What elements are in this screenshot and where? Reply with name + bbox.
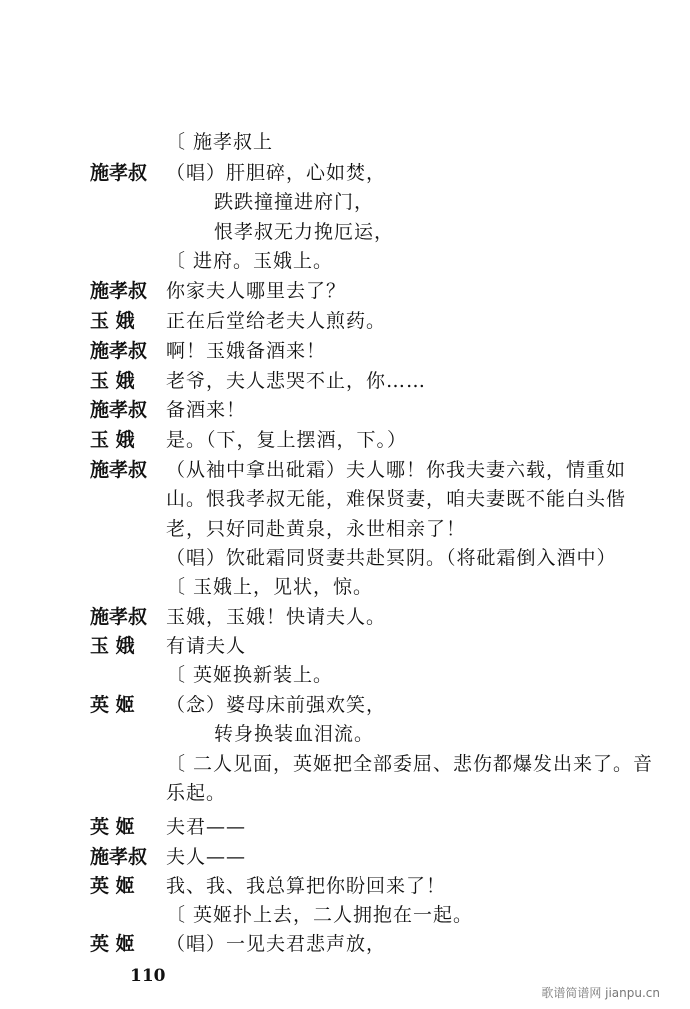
speaker-label: 施孝叔 xyxy=(90,846,148,868)
script-line: 乐起。 xyxy=(166,782,227,804)
speaker-label: 英 姬 xyxy=(90,694,135,716)
speaker-label: 施孝叔 xyxy=(90,280,148,302)
script-line: 老，只好同赴黄泉，永世相亲了！ xyxy=(166,518,467,540)
script-line: 〔 施孝叔上 xyxy=(166,131,274,153)
script-line: 跌跌撞撞进府门， xyxy=(214,191,375,213)
speaker-label: 英 姬 xyxy=(90,875,135,897)
script-line: 〔 英姬换新装上。 xyxy=(166,664,334,686)
script-line: 夫君—— xyxy=(166,816,247,838)
speaker-label: 玉 娥 xyxy=(90,370,135,392)
script-line: （唱）肝胆碎，心如焚， xyxy=(166,162,387,184)
script-line: （念）婆母床前强欢笑， xyxy=(166,694,387,716)
script-line: 是。（下，复上摆酒，下。） xyxy=(166,429,408,451)
speaker-label: 施孝叔 xyxy=(90,340,148,362)
script-line: 〔 二人见面，英姬把全部委屈、悲伤都爆发出来了。音 xyxy=(166,753,654,775)
speaker-label: 英 姬 xyxy=(90,816,135,838)
script-line: 正在后堂给老夫人煎药。 xyxy=(166,310,387,332)
script-line: 玉娥，玉娥！快请夫人。 xyxy=(166,606,387,628)
script-line: 夫人—— xyxy=(166,846,247,868)
script-line: 山。恨我孝叔无能，难保贤妻，咱夫妻既不能白头偕 xyxy=(166,488,627,510)
speaker-label: 玉 娥 xyxy=(90,429,135,451)
script-line: 老爷，夫人悲哭不止，你…… xyxy=(166,370,427,392)
script-line: 转身换装血泪流。 xyxy=(214,723,375,745)
script-line: 〔 进府。玉娥上。 xyxy=(166,250,334,272)
script-line: 有请夫人 xyxy=(166,635,247,657)
speaker-label: 施孝叔 xyxy=(90,459,148,481)
speaker-label: 玉 娥 xyxy=(90,635,135,657)
script-line: 备酒来！ xyxy=(166,399,247,421)
script-line: 〔 玉娥上，见状，惊。 xyxy=(166,576,374,598)
script-line: 你家夫人哪里去了？ xyxy=(166,280,347,302)
script-line: （唱）一见夫君悲声放， xyxy=(166,933,387,955)
page-number: 110 xyxy=(130,966,166,986)
watermark: 歌谱简谱网 jianpu.cn xyxy=(541,986,660,1000)
script-line: 我、我、我总算把你盼回来了！ xyxy=(166,875,447,897)
speaker-label: 玉 娥 xyxy=(90,310,135,332)
script-line: （从袖中拿出砒霜）夫人哪！你我夫妻六载，情重如 xyxy=(166,459,627,481)
script-line: 恨孝叔无力挽厄运， xyxy=(214,221,395,243)
speaker-label: 英 姬 xyxy=(90,933,135,955)
speaker-label: 施孝叔 xyxy=(90,162,148,184)
script-line: （唱）饮砒霜同贤妻共赴冥阴。（将砒霜倒入酒中） xyxy=(166,547,617,569)
script-line: 啊！玉娥备酒来！ xyxy=(166,340,327,362)
speaker-label: 施孝叔 xyxy=(90,606,148,628)
script-line: 〔 英姬扑上去，二人拥抱在一起。 xyxy=(166,904,474,926)
speaker-label: 施孝叔 xyxy=(90,399,148,421)
